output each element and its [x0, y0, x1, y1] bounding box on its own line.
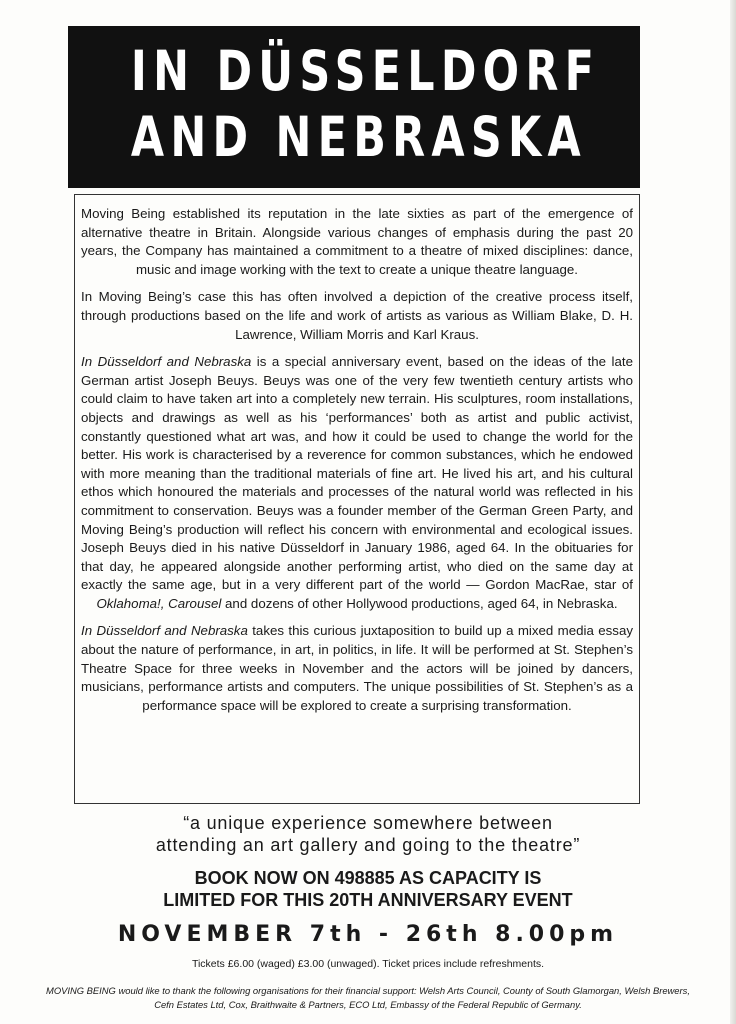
ticket-prices: Tickets £6.00 (waged) £3.00 (unwaged). Ticket prices include refreshments.	[191, 958, 545, 970]
paragraph-intro: Moving Being established its reputation in the late sixties as part of the emergence of alternative theatre in Britain. Alongside various changes of emphasis during the past 20 years, the Company has maintained a commitment to a theatre of mixed disciplines: dance, music and image working with the text to create a unique theatre language.	[81, 206, 633, 277]
pull-quote	[60, 812, 676, 856]
paragraph-beuys-text-a: is a special anniversary event, based on the ideas of the late German artist Joseph Beuys. Beuys was one of the very few twentieth century artists who could claim to have taken art into a completely new terrain. His sculptures, room installations, objects and drawings as well as his ‘performances’ both as artist and public activist, constantly questioned what art was, and how it could be used to change the world for the better. His work is characterised by a reverence for common substances, which he endowed with more meaning than the traditional materials of fine art. He lived his art, and his cultural ethos which honoured the materials and processes of the natural world was reflected in his commitment to conservation. Beuys was a founder member of the German Green Party, and Moving Being’s production will reflect his concern with environmental and ecological issues. Joseph Beuys died in his native Düsseldorf in January 1986, aged 64. In the obituaries for that day, he appeared alongside another performing artist, who died on the same day at exactly the same age, but in a very different part of the world — Gordon MacRae, star of	[81, 354, 633, 593]
production-title: In Düsseldorf and Nebraska	[81, 354, 252, 370]
title-banner	[68, 26, 640, 188]
paragraph-productions: In Moving Being’s case this has often involved a depiction of the creative process itself, through productions based on the life and work of artists as various as William Blake, D. H. Lawrence, William Morris and Karl Kraus.	[81, 289, 633, 342]
booking-line-1: BOOK NOW ON 498885 AS CAPACITY IS	[194, 868, 542, 888]
sponsor-list: would like to thank the following organisations for their financial support: Welsh Arts Council, County of South Glamorgan, Welsh Brewers, Cefn Estates Ltd, Cox, Braithwaite & Partners, ECO Ltd, Embassy of the Federal Republic of Germany.	[115, 985, 690, 1010]
paragraph-performance	[81, 622, 633, 715]
title-line-2: AND NEBRASKA	[130, 105, 587, 169]
event-dates: NOVEMBER 7th - 26th 8.00pm	[117, 922, 619, 947]
paragraph-beuys	[81, 353, 633, 613]
booking-line-2: LIMITED FOR THIS 20TH ANNIVERSARY EVENT	[163, 890, 573, 910]
paragraph-beuys-text-b: and dozens of other Hollywood productions, aged 64, in Nebraska.	[221, 595, 618, 611]
body-text-box	[74, 194, 640, 804]
sponsor-thanks	[36, 984, 700, 1012]
booking-notice	[60, 867, 676, 911]
title-line-1: IN DÜSSELDORF	[130, 39, 601, 103]
show-titles: Oklahoma!, Carousel	[96, 595, 222, 611]
page-edge	[730, 0, 736, 1024]
paragraph-performance-text: takes this curious juxtaposition to build up a mixed media essay about the nature of performance, in art, in politics, in life. It will be performed at St. Stephen’s Theatre Space for three weeks in November and the actors will be joined by dancers, musicians, performance artists and computers. The unique possibilities of St. Stephen’s as a performance space will be explored to create a surprising transformation.	[81, 623, 633, 713]
quote-line-1: “a unique experience somewhere between	[183, 813, 553, 833]
quote-line-2: attending an art gallery and going to the theatre”	[155, 835, 581, 855]
production-title: In Düsseldorf and Nebraska	[81, 623, 248, 639]
company-name: MOVING BEING	[46, 985, 116, 996]
